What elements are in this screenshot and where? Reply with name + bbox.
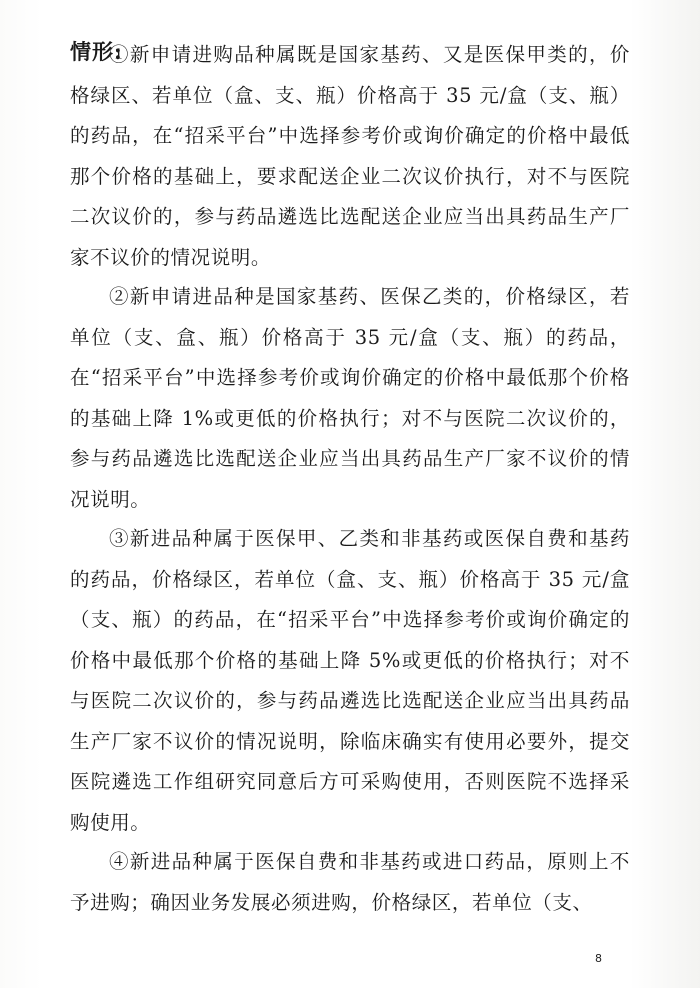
page-number: 8: [595, 952, 602, 965]
paragraph-4: ④新进品种属于医保自费和非基药或进口药品，原则上不予进购；确因业务发展必须进购，价格绿区，若单位（支、: [70, 850, 630, 914]
section-heading: 情形:: [70, 39, 123, 64]
paragraph-2: ②新申请进品种是国家基药、医保乙类的，价格绿区，若单位（支、盒、瓶）价格高于 35 元/盒（支、瓶）的药品，在“招采平台”中选择参考价或询价确定的价格中最低那个价格的基础上降 1%或更低的价格执行；对不与医院二次议价的，参与药品遴选比选配送企业应当出具药品生产厂家不议价的情况说明。: [70, 285, 630, 511]
paragraph-3: ③新进品种属于医保甲、乙类和非基药或医保自费和基药的药品，价格绿区，若单位（盒、支、瓶）价格高于 35 元/盒（支、瓶）的药品，在“招采平台”中选择参考价或询价确定的价格中最低那个价格的基础上降 5%或更低的价格执行；对不与医院二次议价的，参与药品遴选比选配送企业应当出具药品生产厂家不议价的情况说明，除临床确实有使用必要外，提交医院遴选工作组研究同意后方可采购使用，否则医院不选择采购使用。: [70, 527, 630, 834]
paragraph-1: ①新申请进购品种属既是国家基药、又是医保甲类的，价格绿区、若单位（盒、支、瓶）价格高于 35 元/盒（支、瓶）的药品，在“招采平台”中选择参考价或询价确定的价格中最低那个价格的基础上，要求配送企业二次议价执行，对不与医院二次议价的，参与药品遴选比选配送企业应当出具药品生产厂家不议价的情况说明。: [70, 43, 630, 269]
